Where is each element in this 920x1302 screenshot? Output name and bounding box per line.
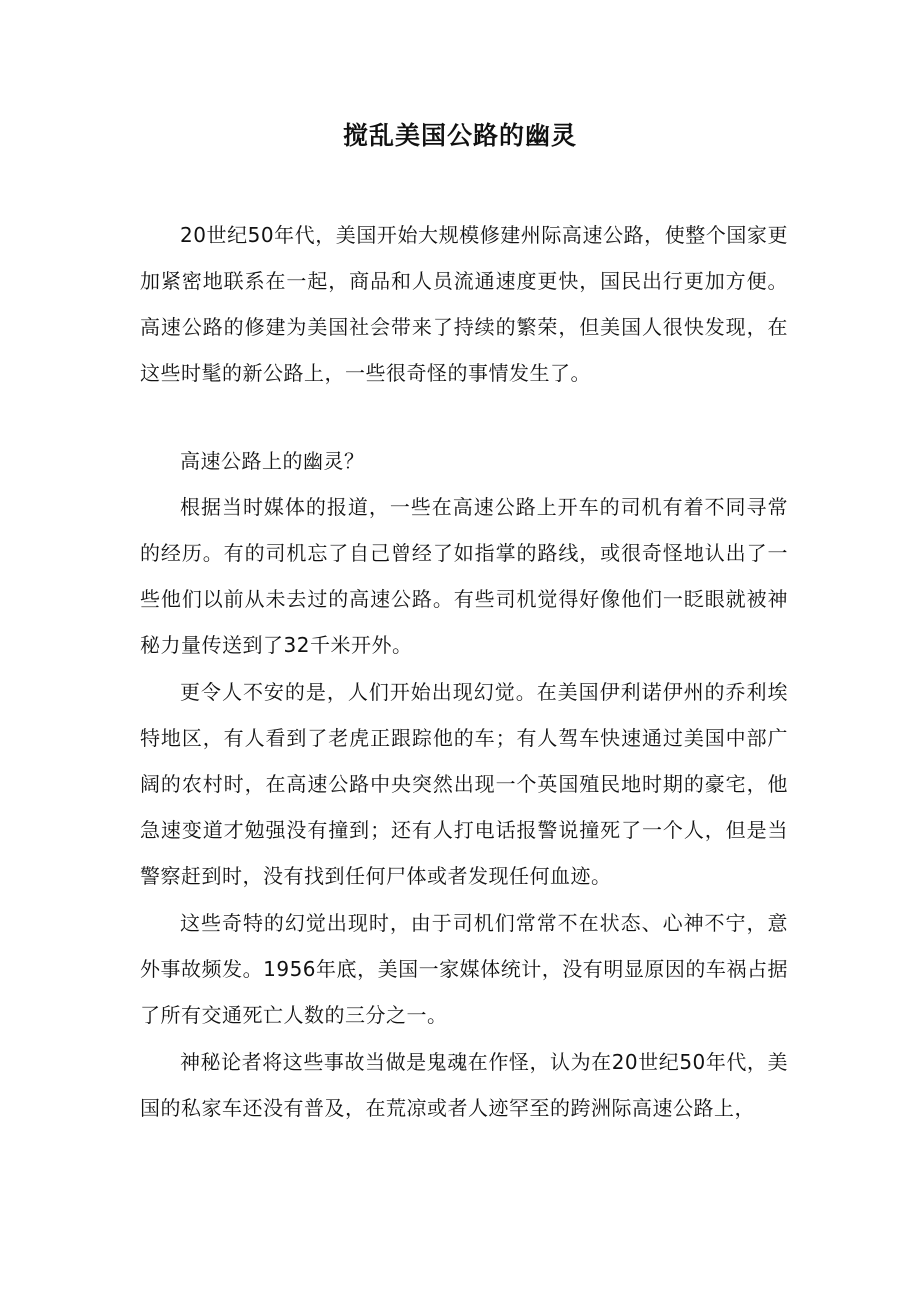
body-paragraph-4: 神秘论者将这些事故当做是鬼魂在作怪，认为在20世纪50年代，美国的私家车还没有普及，在荒凉或者人迹罕至的跨洲际高速公路上， [140, 1050, 788, 1120]
document-body [140, 212, 788, 1131]
body-paragraph-2: 更令人不安的是，人们开始出现幻觉。在美国伊利诺伊州的乔利埃特地区，有人看到了老虎正跟踪他的车；有人驾车快速通过美国中部广阔的农村时，在高速公路中央突然出现一个英国殖民地时期的豪宅，他急速变道才勉强没有撞到；还有人打电话报警说撞死了一个人，但是当警察赶到时，没有找到任何尸体或者发现任何血迹。 [140, 680, 788, 888]
document-title: 搅乱美国公路的幽灵 [342, 121, 577, 150]
section-heading: 高速公路上的幽灵？ [180, 449, 365, 473]
intro-paragraph: 20世纪50年代，美国开始大规模修建州际高速公路，使整个国家更加紧密地联系在一起，商品和人员流通速度更快，国民出行更加方便。高速公路的修建为美国社会带来了持续的繁荣，但美国人很快发现，在这些时髦的新公路上，一些很奇怪的事情发生了。 [140, 223, 788, 385]
body-paragraph-1: 根据当时媒体的报道，一些在高速公路上开车的司机有着不同寻常的经历。有的司机忘了自己曾经了如指掌的路线，或很奇怪地认出了一些他们以前从未去过的高速公路。有些司机觉得好像他们一眨眼就被神秘力量传送到了32千米开外。 [140, 495, 788, 657]
body-paragraph-3: 这些奇特的幻觉出现时，由于司机们常常不在状态、心神不宁，意外事故频发。1956年底，美国一家媒体统计，没有明显原因的车祸占据了所有交通死亡人数的三分之一。 [140, 911, 788, 1027]
